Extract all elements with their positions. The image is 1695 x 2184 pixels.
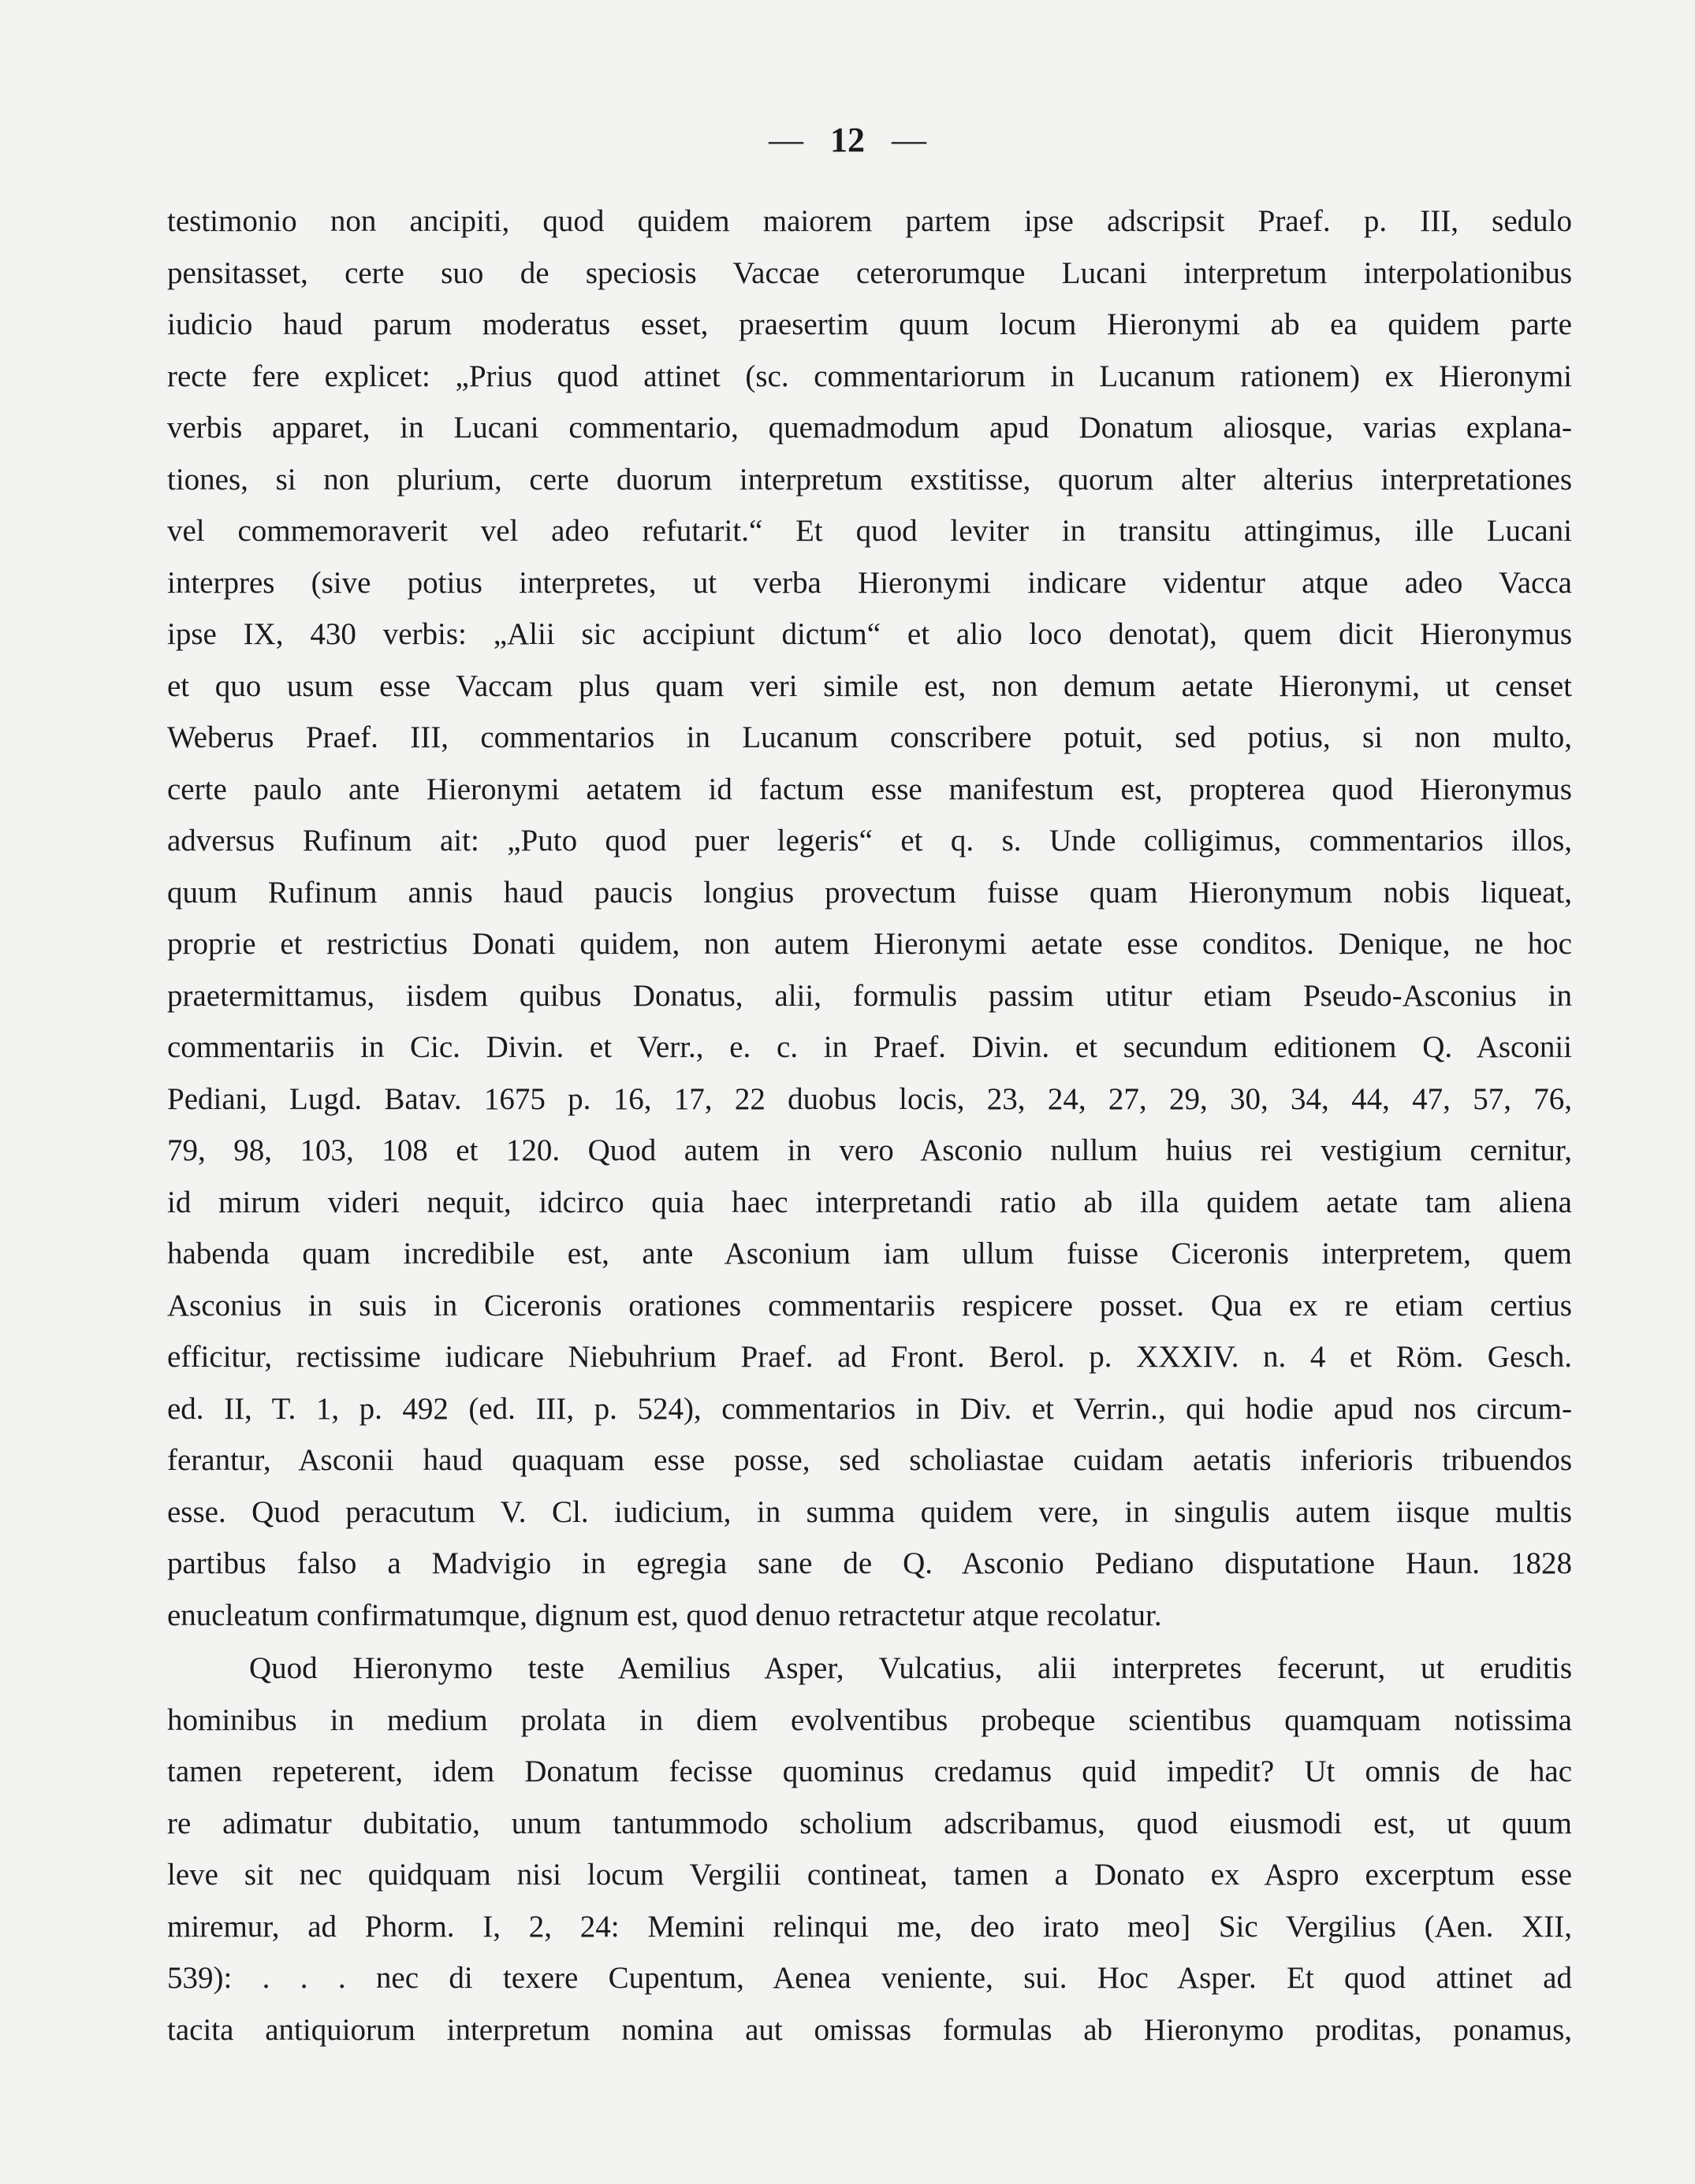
text-line: pensitasset, certe suo de speciosis Vaccae ceterorumque Lucani interpretum interpolationibus [167, 255, 1572, 290]
body-text [167, 195, 1572, 2056]
text-line: id mirum videri nequit, idcirco quia haec interpretandi ratio ab illa quidem aetate tam aliena [167, 1185, 1572, 1219]
text-line: Quod Hieronymo teste Aemilius Asper, Vulcatius, alii interpretes fecerunt, ut eruditis [249, 1651, 1572, 1685]
text-line: recte fere explicet: „Prius quod attinet (sc. commentariorum in Lucanum rationem) ex Hieronymi [167, 359, 1572, 393]
paragraph-2 [167, 1643, 1572, 2056]
text-line: habenda quam incredibile est, ante Asconium iam ullum fuisse Ciceronis interpretem, quem [167, 1237, 1572, 1271]
text-line: ferantur, Asconii haud quaquam esse posse, sed scholiastae cuidam aetatis inferioris tribuendos [167, 1443, 1572, 1477]
page-number: 12 [830, 121, 865, 159]
text-line: vel commemoraverit vel adeo refutarit.“ Et quod leviter in transitu attingimus, ille Lucani [167, 514, 1572, 548]
text-line: miremur, ad Phorm. I, 2, 24: Memini relinqui me, deo irato meo] Sic Vergilius (Aen. XII, [167, 1909, 1572, 1944]
page-header [0, 117, 1695, 164]
text-line: verbis apparet, in Lucani commentario, quemadmodum apud Donatum aliosque, varias explana- [167, 411, 1572, 445]
text-line: Weberus Praef. III, commentarios in Lucanum conscribere potuit, sed potius, si non multo, [167, 720, 1572, 754]
text-line: tacita antiquiorum interpretum nomina aut omissas formulas ab Hieronymo proditas, ponamus, [167, 2012, 1572, 2047]
text-line: testimonio non ancipiti, quod quidem maiorem partem ipse adscripsit Praef. p. III, sedulo [167, 204, 1572, 238]
text-line: ipse IX, 430 verbis: „Alii sic accipiunt dictum“ et alio loco denotat), quem dicit Hieronymus [167, 617, 1572, 651]
text-line: partibus falso a Madvigio in egregia sane de Q. Asconio Pediano disputatione Haun. 1828 [167, 1546, 1572, 1580]
text-line: efficitur, rectissime iudicare Niebuhrium Praef. ad Front. Berol. p. XXXIV. n. 4 et Röm. Gesch. [167, 1340, 1572, 1374]
text-line: ed. II, T. 1, p. 492 (ed. III, p. 524), commentarios in Div. et Verrin., qui hodie apud nos circum- [167, 1391, 1572, 1426]
paragraph-1 [167, 195, 1572, 1641]
text-line: 79, 98, 103, 108 et 120. Quod autem in vero Asconio nullum huius rei vestigium cernitur, [167, 1133, 1572, 1167]
text-line: quum Rufinum annis haud paucis longius provectum fuisse quam Hieronymum nobis liqueat, [167, 875, 1572, 910]
text-line: iudicio haud parum moderatus esset, praesertim quum locum Hieronymi ab ea quidem parte [167, 307, 1572, 341]
text-line: Pediani, Lugd. Batav. 1675 p. 16, 17, 22 duobus locis, 23, 24, 27, 29, 30, 34, 44, 47, 57, 76, [167, 1081, 1572, 1116]
text-line: hominibus in medium prolata in diem evolventibus probeque scientibus quamquam notissima [167, 1702, 1572, 1737]
header-dash-left: — [769, 121, 803, 159]
text-line: 539): . . . nec di texere Cupentum, Aenea veniente, sui. Hoc Asper. Et quod attinet ad [167, 1961, 1572, 1995]
text-line: commentariis in Cic. Divin. et Verr., e. c. in Praef. Divin. et secundum editionem Q. Asconii [167, 1030, 1572, 1064]
text-line: interpres (sive potius interpretes, ut verba Hieronymi indicare videntur atque adeo Vacca [167, 565, 1572, 600]
header-dash-right: — [892, 121, 926, 159]
text-line: re adimatur dubitatio, unum tantummodo scholium adscribamus, quod eiusmodi est, ut quum [167, 1806, 1572, 1840]
text-line: esse. Quod peracutum V. Cl. iudicium, in summa quidem vere, in singulis autem iisque multis [167, 1494, 1572, 1529]
text-line: Asconius in suis in Ciceronis orationes commentariis respicere posset. Qua ex re etiam certius [167, 1288, 1572, 1323]
text-line: tamen repeterent, idem Donatum fecisse quominus credamus quid impedit? Ut omnis de hac [167, 1754, 1572, 1788]
text-line: tiones, si non plurium, certe duorum interpretum exstitisse, quorum alter alterius interpretationes [167, 462, 1572, 497]
text-line: proprie et restrictius Donati quidem, non autem Hieronymi aetate esse conditos. Denique, ne hoc [167, 927, 1572, 961]
text-line: leve sit nec quidquam nisi locum Vergilii contineat, tamen a Donato ex Aspro excerptum esse [167, 1858, 1572, 1892]
text-line: et quo usum esse Vaccam plus quam veri simile est, non demum aetate Hieronymi, ut censet [167, 668, 1572, 703]
text-line: adversus Rufinum ait: „Puto quod puer legeris“ et q. s. Unde colligimus, commentarios illos, [167, 824, 1572, 858]
text-line: praetermittamus, iisdem quibus Donatus, alii, formulis passim utitur etiam Pseudo-Asconius in [167, 978, 1572, 1013]
text-line: certe paulo ante Hieronymi aetatem id factum esse manifestum est, propterea quod Hieronymus [167, 772, 1572, 806]
text-line: enucleatum confirmatumque, dignum est, quod denuo retractetur atque recolatur. [167, 1598, 1162, 1632]
